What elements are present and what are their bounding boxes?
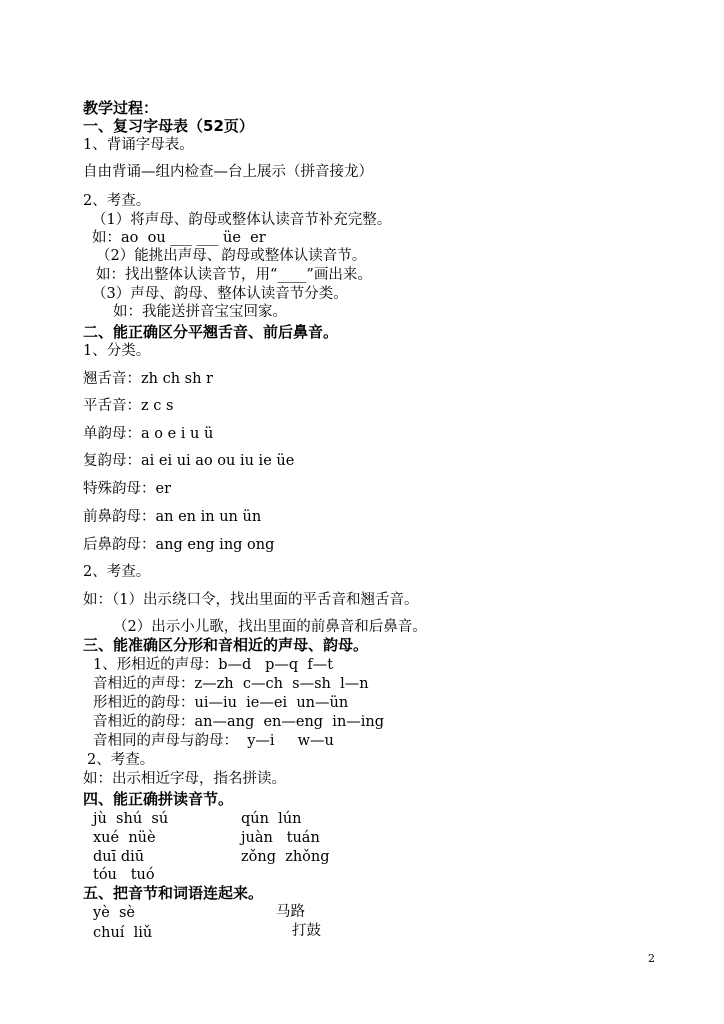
section-1-item-2: 2、考查。 bbox=[83, 193, 151, 209]
section-3-row: 1、形相近的声母：b—d p—q f—t bbox=[93, 657, 334, 673]
section-2-row: 翘舌音：zh ch sh r bbox=[83, 371, 213, 387]
section-1-sub-3-example: 如：我能送拼音宝宝回家。 bbox=[113, 304, 287, 320]
section-4-right-row: qún lún bbox=[241, 811, 302, 827]
section-2-row: 单韵母：a o e i u ü bbox=[83, 426, 214, 442]
section-1-sub-2-example: 如：找出整体认读音节，用“____”画出来。 bbox=[96, 267, 372, 283]
section-2-row: 复韵母：ai ei ui ao ou iu ie üe bbox=[83, 453, 295, 469]
section-4-right-row: zǒng zhǒng bbox=[241, 849, 330, 865]
section-2-heading: 二、能正确区分平翘舌音、前后鼻音。 bbox=[83, 323, 339, 341]
section-1-sub-3: （3）声母、韵母、整体认读音节分类。 bbox=[92, 286, 348, 302]
section-5-heading: 五、把音节和词语连起来。 bbox=[83, 884, 264, 902]
section-5-right-row: 马路 bbox=[276, 904, 305, 920]
section-3-item-2: 2、考查。 bbox=[87, 752, 155, 768]
section-3-row: 音相同的声母与韵母： y—i w—u bbox=[93, 733, 334, 749]
section-4-left-row: duī diū bbox=[93, 849, 145, 865]
page-number: 2 bbox=[648, 952, 655, 965]
section-3-row: 形相近的韵母：ui—iu ie—ei un—ün bbox=[93, 695, 349, 711]
section-1-sub-2: （2）能挑出声母、韵母或整体认读音节。 bbox=[96, 248, 367, 264]
section-2-item-2: 2、考查。 bbox=[83, 564, 151, 580]
section-3-row: 音相近的声母：z—zh c—ch s—sh l—n bbox=[93, 676, 369, 692]
section-2-example-1: 如：（1）出示绕口令，找出里面的平舌音和翘舌音。 bbox=[83, 592, 419, 608]
section-1-sub-1-example: 如：ao ou ___ ___ üe er bbox=[92, 230, 266, 246]
section-2-example-2: （2）出示小儿歌，找出里面的前鼻音和后鼻音。 bbox=[113, 619, 427, 635]
section-4-left-row: tóu tuó bbox=[93, 867, 155, 883]
section-4-right-row: juàn tuán bbox=[241, 830, 320, 846]
section-3-example: 如：出示相近字母，指名拼读。 bbox=[83, 771, 286, 787]
section-1-heading: 一、复习字母表（52页） bbox=[83, 117, 254, 135]
section-3-heading: 三、能准确区分形和音相近的声母、韵母。 bbox=[83, 636, 369, 654]
section-1-item-1-desc: 自由背诵—组内检查—台上展示（拼音接龙） bbox=[83, 164, 373, 180]
section-2-row: 后鼻韵母：ang eng ing ong bbox=[83, 537, 275, 553]
section-1-sub-1: （1）将声母、韵母或整体认读音节补充完整。 bbox=[92, 212, 392, 228]
section-4-left-row: xué nüè bbox=[93, 830, 156, 846]
section-4-left-row: jù shú sú bbox=[93, 811, 169, 827]
section-5-left-row: chuí liǔ bbox=[93, 925, 153, 941]
section-1-item-1: 1、背诵字母表。 bbox=[83, 137, 194, 153]
section-5-right-row: 打鼓 bbox=[292, 923, 321, 939]
section-2-row: 前鼻韵母：an en in un ün bbox=[83, 509, 262, 525]
section-2-row: 特殊韵母：er bbox=[83, 481, 172, 497]
page-title: 教学过程： bbox=[83, 99, 159, 117]
section-2-row: 平舌音：z c s bbox=[83, 398, 174, 414]
section-3-row: 音相近的韵母：an—ang en—eng in—ing bbox=[93, 714, 385, 730]
section-5-left-row: yè sè bbox=[93, 905, 136, 921]
section-2-item-1: 1、分类。 bbox=[83, 343, 151, 359]
section-4-heading: 四、能正确拼读音节。 bbox=[83, 790, 234, 808]
